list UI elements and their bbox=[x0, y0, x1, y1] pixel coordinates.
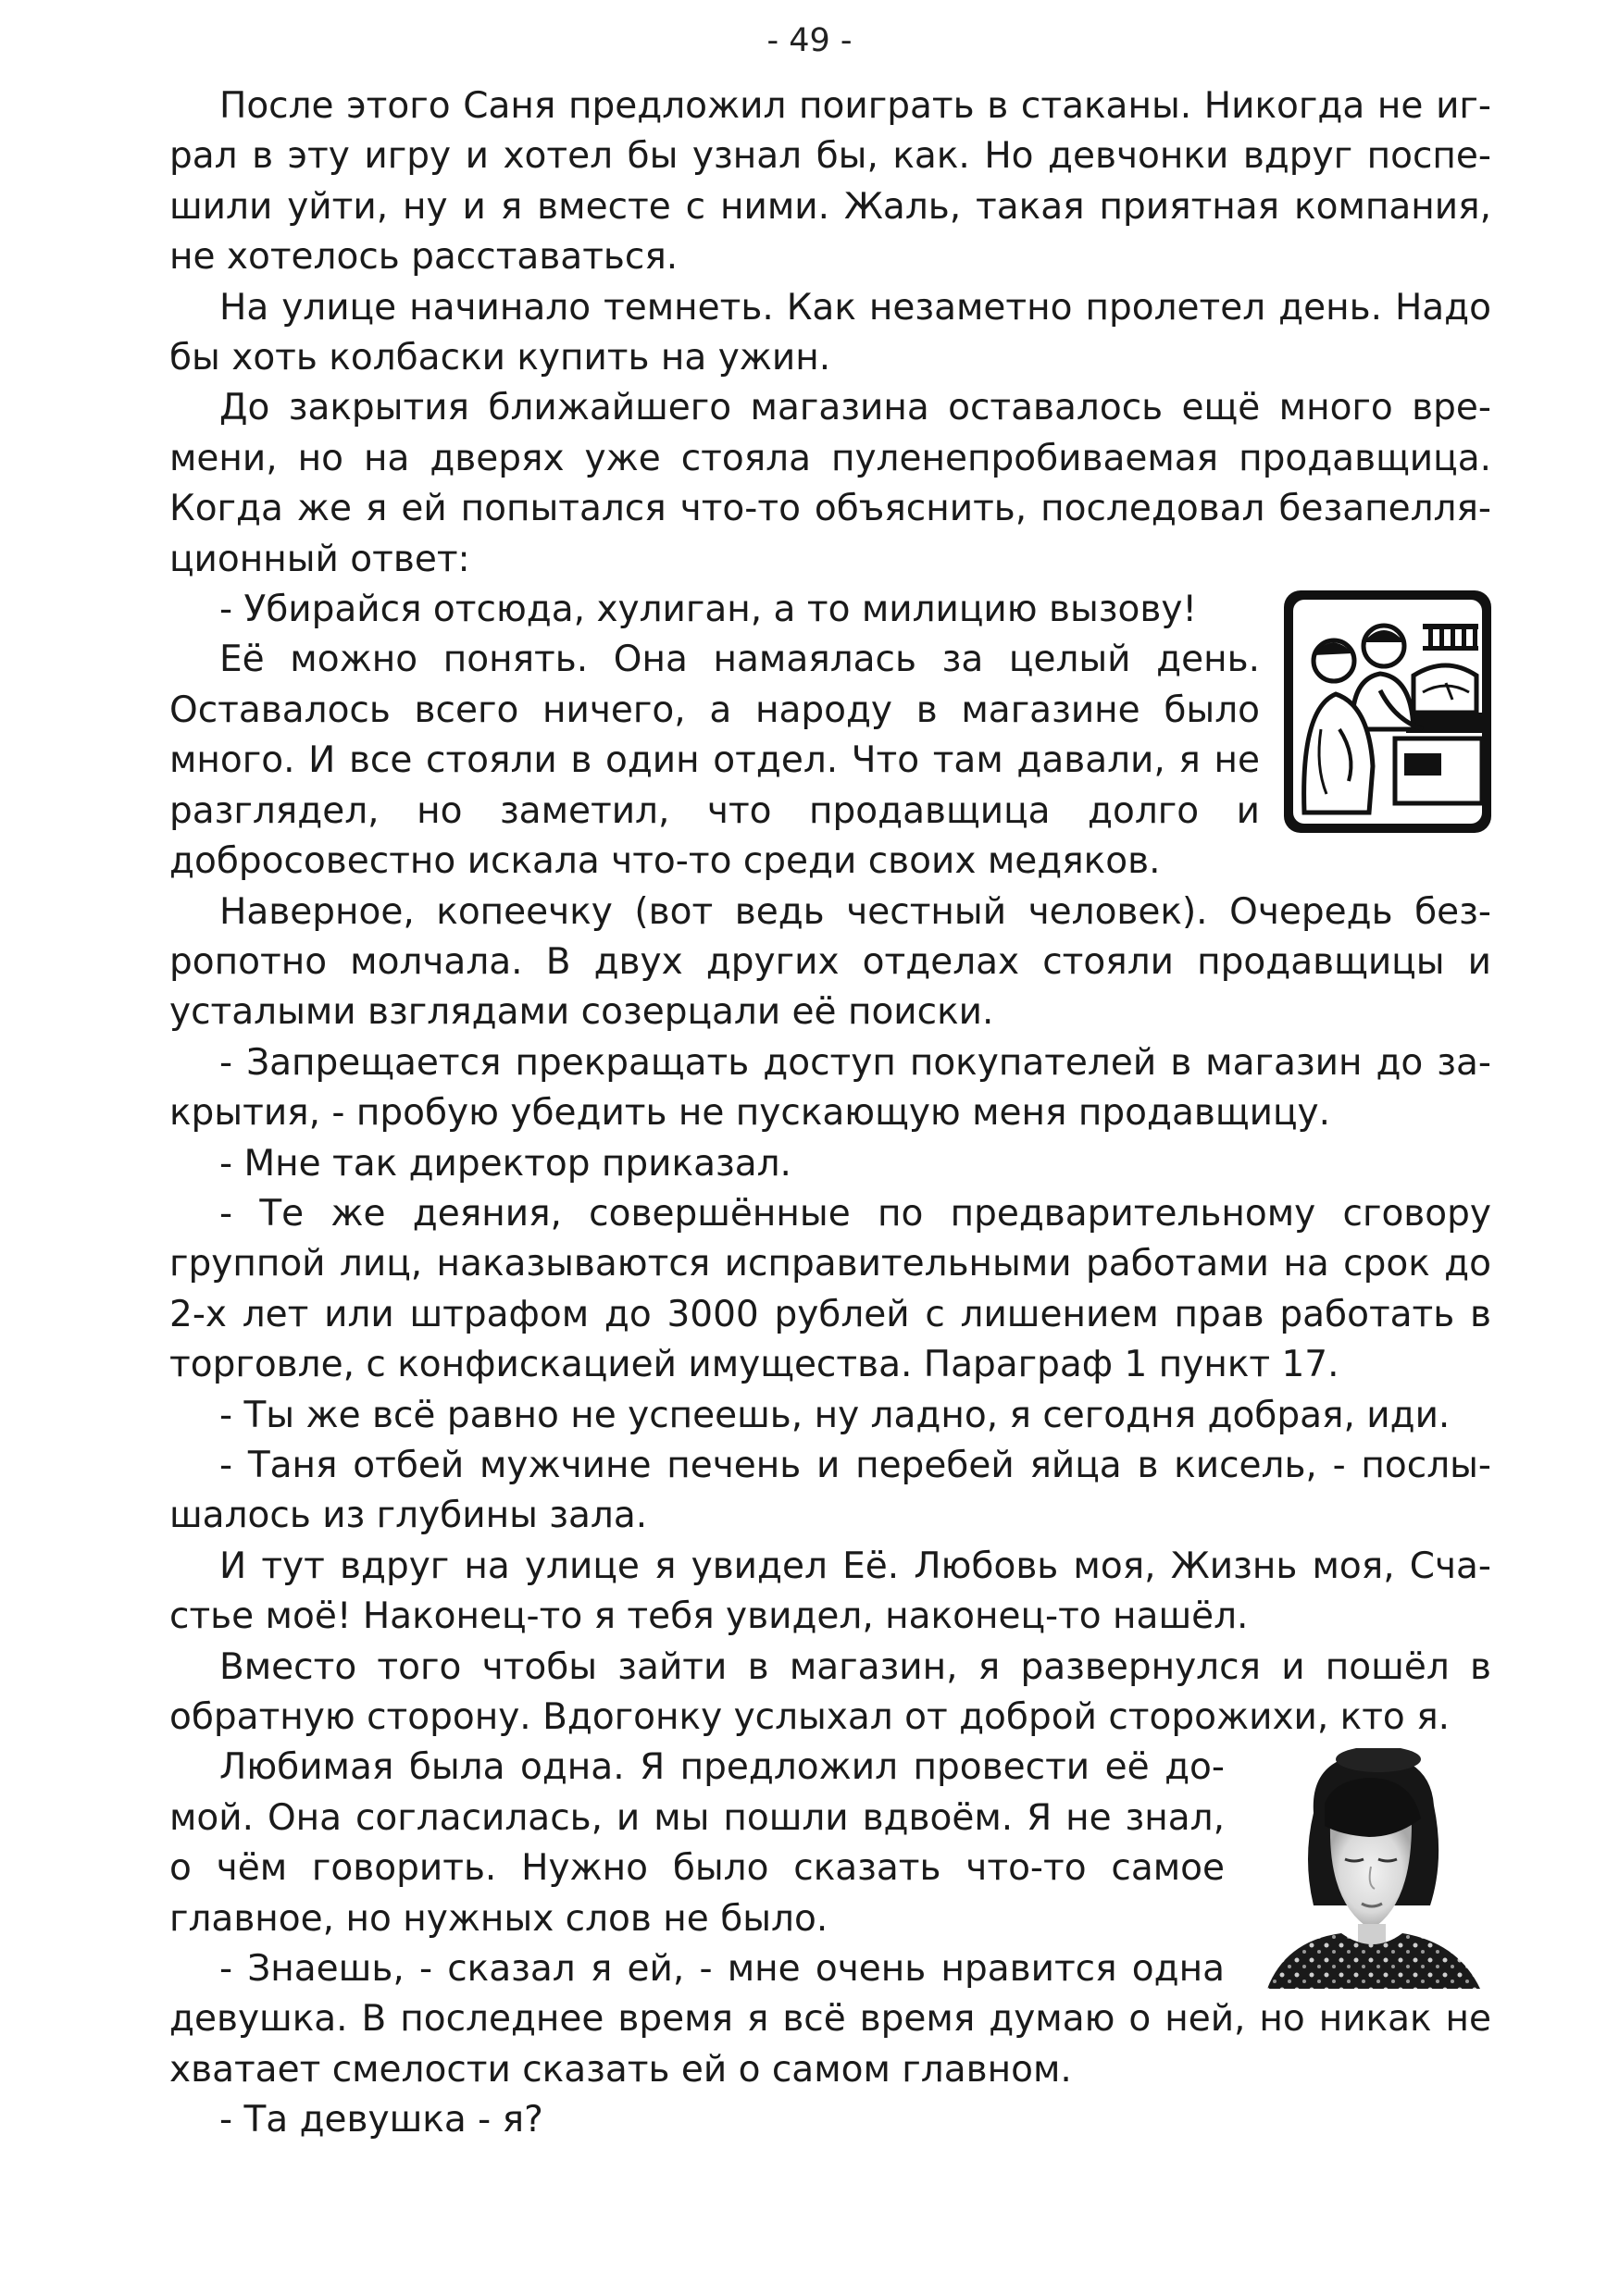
woman-portrait-photo bbox=[1249, 1748, 1491, 1989]
paragraph: И тут вдруг на улице я увидел Её. Любовь моя, Жизнь моя, Счастье моё! Наконец-то я тебя увидел, наконец-то нашёл. bbox=[169, 1545, 1491, 1638]
paragraph: После этого Саня предложил поиграть в стаканы. Никогда не играл в эту игру и хотел бы узнал бы, как. Но девчонки вдруг поспешили уйти, ну и я вместе с ними. Жаль, такая приятная компания, не хотелось расставаться. bbox=[169, 85, 1491, 279]
paragraph: - Ты же всё равно не успеешь, ну ладно, я сегодня добрая, иди. bbox=[219, 1394, 1451, 1436]
paragraph: - Те же деяния, совершённые по предварительному сговору группой лиц, наказываются исправительными работами на срок до 2-х лет или штрафом до 3000 рублей с лишением прав работать в торговле, с конфискацией имущества. Параграф 1 пункт 17. bbox=[169, 1192, 1491, 1386]
paragraph: - Запрещается прекращать доступ покупателей в магазин до закрытия, - пробую убедить не пускающую меня продавщицу. bbox=[169, 1041, 1491, 1135]
paragraph: - Та девушка - я? bbox=[219, 2099, 543, 2141]
paragraph: Наверное, копеечку (вот ведь честный человек). Очередь безропотно молчала. В двух других отделах стояли продавщицы и усталыми взглядами созерцали её поиски. bbox=[169, 890, 1491, 1034]
paragraph: Вместо того чтобы зайти в магазин, я развернулся и пошёл в обратную сторону. Вдогонку услыхал от доброй сторожихи, кто я. bbox=[169, 1645, 1491, 1738]
paragraph: - Убирайся отсюда, хулиган, а то милицию вызову! bbox=[219, 589, 1198, 631]
body-text bbox=[169, 81, 1491, 2146]
page-number: - 49 - bbox=[766, 22, 853, 59]
paragraph: - Знаешь, - сказал я ей, - мне очень нравится одна девушка. В последнее время я всё время думаю о ней, но никак не хватает смелости сказать ей о самом главном. bbox=[169, 1948, 1491, 2091]
paragraph: Любимая была одна. Я предложил провести её домой. Она согласилась, и мы пошли вдвоём. Я не знал, о чём говорить. Нужно было сказать что-то самое главное, но нужных слов не было. bbox=[169, 1746, 1225, 1940]
paragraph: - Мне так директор приказал. bbox=[219, 1142, 791, 1185]
shop-counter-illustration bbox=[1284, 590, 1491, 833]
paragraph: Её можно понять. Она намаялась за целый день. Оставалось всего ничего, а народу в магазине было много. И все стояли в один отдел. Что там давали, я не разглядел, но заметил, что продавщица долго и добросовестно искала что-то среди своих медяков. bbox=[169, 639, 1260, 883]
paragraph: До закрытия ближайшего магазина оставалось ещё много времени, но на дверях уже стояла пуленепробиваемая продавщица. Когда же я ей попытался что-то объяснить, последовал безапелляционный ответ: bbox=[169, 387, 1491, 580]
paragraph: - Таня отбей мужчине печень и перебей яйца в кисель, - послышалось из глубины зала. bbox=[169, 1444, 1491, 1537]
paragraph: На улице начинало темнеть. Как незаметно пролетел день. Надо бы хоть колбаски купить на ужин. bbox=[169, 286, 1491, 379]
